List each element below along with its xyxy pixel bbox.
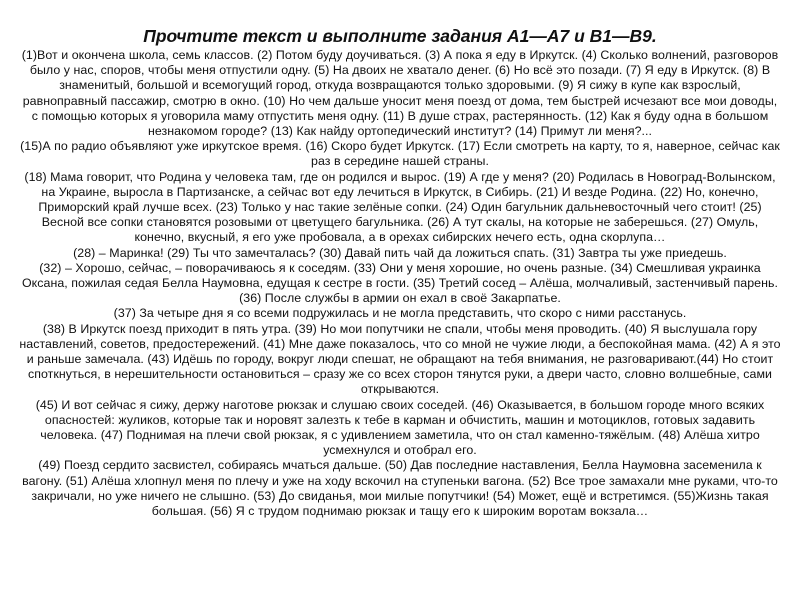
paragraph-6: (37) За четыре дня я со всеми подружилась и не могла представить, что скоро с ними расстанусь. [113,306,687,321]
paragraph-8: (45) И вот сейчас я сижу, держу наготове рюкзак и слушаю своих соседей. (46) Оказывается, в большом городе много всяких опасностей: жуликов, которые так и норовят залезть к тебе в карман и обчистить, машин и мотоциклов, готовых задавить человека. (47) Поднимая на плечи свой рюкзак, я с удивлением заметила, что он стал каменно-тяжёлым. (48) Алёша хитро усмехнулся и отобрал его. [35,397,765,458]
paragraph-7: (38) В Иркутск поезд приходит в пять утра. (39) Но мои попутчики не спали, чтобы меня проводить. (40) Я выслушала гору наставлений, советов, предостережений. (41) Мне даже показалось, что со мной не чужие люди, а беспокойная мама. (42) А я это и раньше замечала. (43) Идёшь по городу, вокруг люди спешат, не обращают на тебя внимания, не разговаривают.(44) Но стоит споткнуться, в нерешительности остановиться – сразу же со всех сторон тянутся руки, а двери часто, словно волшебные, сами открываются. [19,321,781,397]
paragraph-5: (32) – Хорошо, сейчас, – поворачиваюсь я к соседям. (33) Они у меня хорошие, но очень разные. (34) Смешливая украинка Оксана, пожилая седая Белла Наумовна, едущая к сестре в гости. (35) Третий сосед – Алёша, молчаливый, застенчивый парень. (36) После службы в армии он ехал в своё Закарпатье. [21,260,779,306]
paragraph-4: (28) – Маринка! (29) Ты что замечталась? (30) Давай пить чай да ложиться спать. (31) Завтра ты уже приедешь. [73,245,727,260]
paragraph-2: (15)А по радио объявляют уже иркутское время. (16) Скоро будет Иркутск. (17) Если смотреть на карту, то я, наверное, сейчас как раз в середине нашей страны. [20,139,780,169]
paragraph-1: (1)Вот и окончена школа, семь классов. (2) Потом буду доучиваться. (3) А пока я еду в Иркутск. (4) Сколько волнений, разговоров было у нас, споров, чтобы меня отпустили одну. (5) На двоих не хватало денег. (6) Но всё это позади. (7) Я еду в Иркутск. (8) В знаменитый, большой и всемогущий город, откуда возвращаются только здоровыми. (9) Я сижу в купе как взрослый, равноправный пассажир, смотрю в окно. (10) Но чем дальше уносит меня поезд от дома, тем быстрей исчезают все мои доводы, с помощью которых я уговорила маму отпустить меня одну. (11) В душе страх, растерянность. (12) Как я буду одна в большом незнакомом городе? (13) Как найду ортопедический институт? (14) Примут ли меня?... [21,48,779,139]
task-title: Прочтите текст и выполните задания А1—А7 и В1—В9. [143,26,657,46]
paragraph-3: (18) Мама говорит, что Родина у человека там, где он родился и вырос. (19) А где у меня? (20) Родилась в Новоград-Волынском, на Украине, выросла в Партизанске, а сейчас вот еду лечиться в Иркутск, в Сибирь. (21) И везде Родина. (22) Но, конечно, Приморский край лучше всех. (23) Только у нас такие зелёные сопки. (24) Один багульник дальневосточный чего стоит! (25) Весной все сопки становятся розовыми от цветущего багульника. (26) А тут скалы, на которые не заберешься. (27) Омуль, конечно, вкусный, я его уже пробовала, а в орехах сибирских нечего есть, одна скорлупа… [24,169,776,245]
paragraph-9: (49) Поезд сердито засвистел, собираясь мчаться дальше. (50) Дав последние наставления, Белла Наумовна засеменила к вагону. (51) Алёша хлопнул меня по плечу и уже на ходу вскочил на ступеньки вагона. (52) Все трое замахали мне руками, что-то закричали, но уже ничего не слышно. (53) До свиданья, мои милые попутчики! (54) Может, ещё и встретимся. (55)Жизнь такая большая. (56) Я с трудом поднимаю рюкзак и тащу его к широким воротам вокзала… [22,458,778,519]
slide [18,26,782,519]
text-body [18,48,782,519]
